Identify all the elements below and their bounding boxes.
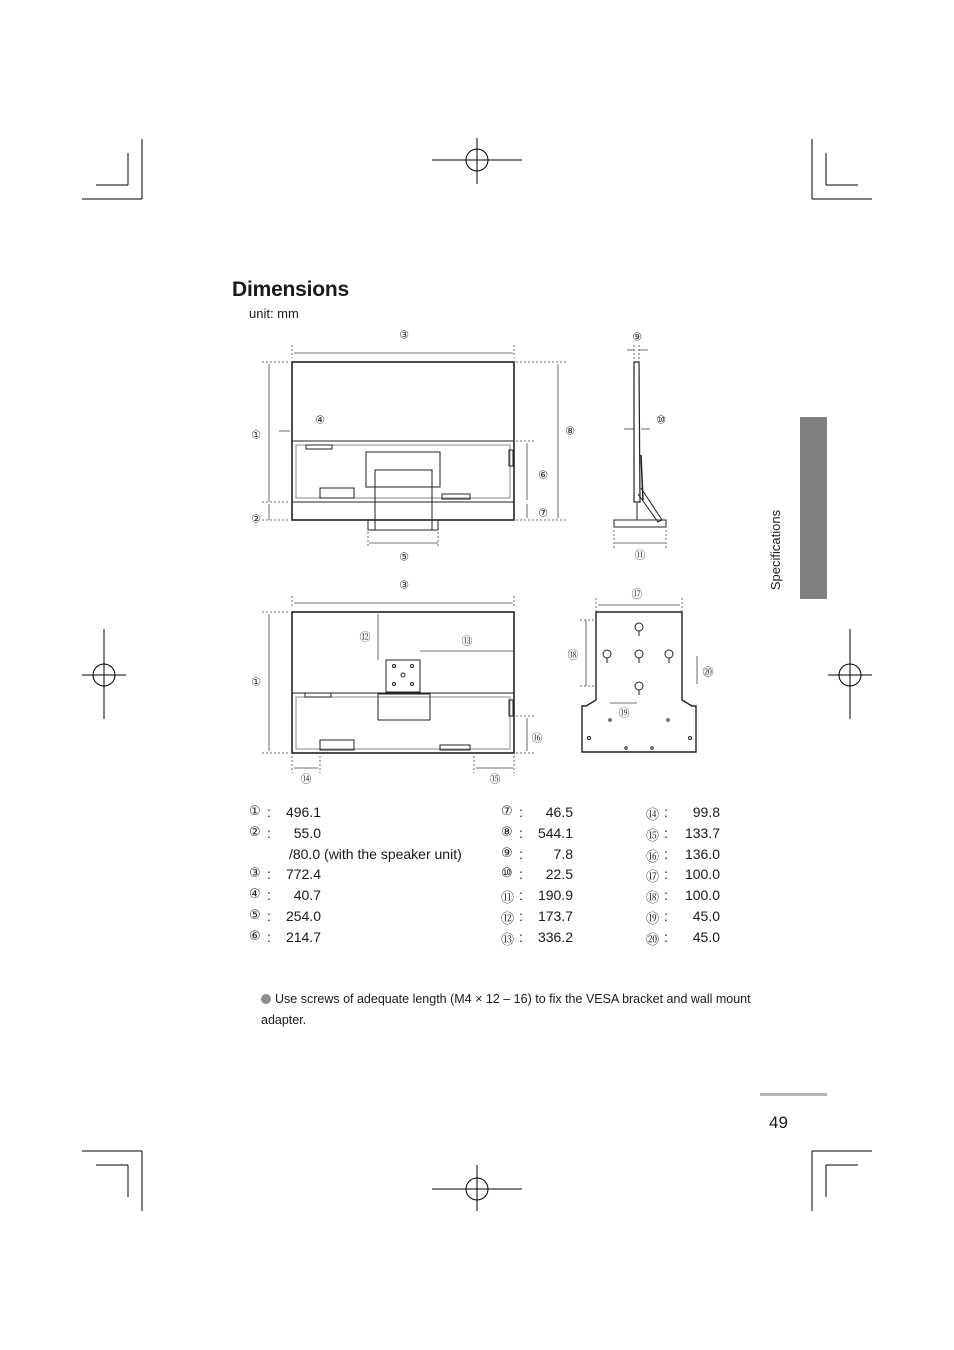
spec-row: ⑫ : 173.7 xyxy=(501,907,573,927)
screw-note-text: Use screws of adequate length (M4 × 12 – 16) to fix the VESA bracket and wall mount adapter. xyxy=(261,992,751,1027)
callout-1-top: ① xyxy=(251,428,261,442)
spec-row: ⑳ : 45.0 xyxy=(646,928,720,948)
spec-column-2 xyxy=(501,804,601,950)
spec-value: 133.7 xyxy=(684,824,720,841)
callout-7: ⑦ xyxy=(538,506,548,520)
callout-5: ⑤ xyxy=(399,550,409,564)
screw-note xyxy=(261,989,761,1031)
callout-1-bottom: ① xyxy=(251,675,261,689)
spec-key: ⑪ xyxy=(501,891,515,907)
spec-key: ⑤ xyxy=(249,907,261,923)
unit-label: unit: mm xyxy=(249,306,299,321)
callout-15: ⑮ xyxy=(489,772,501,786)
spec-key: ⑰ xyxy=(646,870,660,886)
page-number-rule xyxy=(760,1093,827,1096)
spec-key: ⑭ xyxy=(646,808,660,823)
callout-8: ⑧ xyxy=(565,424,575,438)
callout-6: ⑥ xyxy=(538,468,548,482)
spec-value: 55.0 xyxy=(293,824,321,841)
spec-key: ⑱ xyxy=(646,891,660,907)
spec-row: ⑲ : 45.0 xyxy=(646,907,720,927)
spec-value: 214.7 xyxy=(285,928,321,945)
spec-row: ③ : 772.4 xyxy=(249,866,321,883)
callout-16: ⑯ xyxy=(531,731,543,745)
spec-row: ⑪ : 190.9 xyxy=(501,887,573,907)
spec-row: ⑩ : 22.5 xyxy=(501,866,573,883)
spec-value: 496.1 xyxy=(285,804,321,820)
spec-row: ⑨ : 7.8 xyxy=(501,845,573,862)
rear-view-without-stand xyxy=(292,612,514,753)
spec-key: ⑦ xyxy=(501,804,513,819)
bullet-icon xyxy=(261,994,271,1004)
spec-row: ② : 55.0 xyxy=(249,824,321,841)
callout-18: ⑱ xyxy=(567,648,579,662)
spec-key: ⑯ xyxy=(646,849,660,865)
callout-12: ⑫ xyxy=(359,630,371,644)
spec-value: 40.7 xyxy=(293,887,321,904)
page-number: 49 xyxy=(769,1113,788,1132)
spec-value: 7.8 xyxy=(553,845,573,862)
spec-value: 136.0 xyxy=(684,845,720,862)
spec-value: 254.0 xyxy=(285,907,321,924)
spec-value: 99.8 xyxy=(692,804,720,820)
wall-mount-adapter xyxy=(582,612,696,752)
spec-value: 772.4 xyxy=(285,866,321,883)
spec-row: ⑱ : 100.0 xyxy=(646,887,720,907)
spec-value: 100.0 xyxy=(684,866,720,883)
spec-value: 336.2 xyxy=(537,928,573,945)
spec-key: ⑳ xyxy=(646,932,660,948)
spec-key: ⑮ xyxy=(646,828,660,844)
spec-key: ⑲ xyxy=(646,911,660,927)
spec-key: ② xyxy=(249,824,261,840)
spec-row: ⑰ : 100.0 xyxy=(646,866,720,886)
callout-17: ⑰ xyxy=(631,587,643,601)
spec-key: ⑥ xyxy=(249,928,261,944)
callout-10: ⑩ xyxy=(656,413,666,427)
callout-11: ⑪ xyxy=(634,548,646,562)
spec-row: ⑧ : 544.1 xyxy=(501,824,573,841)
spec-key: ⑧ xyxy=(501,824,513,840)
spec-row: ⑤ : 254.0 xyxy=(249,907,321,924)
spec-key: ① xyxy=(249,804,261,819)
spec-row: ⑥ : 214.7 xyxy=(249,928,321,945)
spec-row: ⑦ : 46.5 xyxy=(501,804,573,820)
rear-view-with-stand xyxy=(292,362,514,530)
spec-key: ⑨ xyxy=(501,845,513,861)
callout-4: ④ xyxy=(315,413,325,427)
spec-key: ④ xyxy=(249,887,261,903)
callout-2: ② xyxy=(251,512,261,526)
spec-value: 190.9 xyxy=(537,887,573,904)
spec-key: ⑬ xyxy=(501,932,515,948)
spec-column-3 xyxy=(646,804,726,950)
spec-row: ① : 496.1 xyxy=(249,804,321,820)
side-view xyxy=(614,362,666,527)
spec-row xyxy=(249,846,489,867)
spec-row: ⑭ : 99.8 xyxy=(646,804,720,823)
spec-row: ⑬ : 336.2 xyxy=(501,928,573,948)
callout-14: ⑭ xyxy=(300,772,312,786)
spec-value: 22.5 xyxy=(545,866,573,883)
spec-value: 100.0 xyxy=(684,887,720,904)
spec-value: 46.5 xyxy=(545,804,573,820)
spec-row: ⑯ : 136.0 xyxy=(646,845,720,865)
spec-note: /80.0 (with the speaker unit) xyxy=(289,845,462,862)
spec-key: ③ xyxy=(249,866,261,882)
spec-value: 544.1 xyxy=(537,824,573,841)
spec-value: 173.7 xyxy=(537,907,573,924)
page-title: Dimensions xyxy=(232,278,350,301)
callout-13: ⑬ xyxy=(461,634,473,648)
spec-value: 45.0 xyxy=(692,907,720,924)
section-tab xyxy=(800,417,827,599)
spec-column-1 xyxy=(249,804,489,950)
spec-key: ⑫ xyxy=(501,911,515,927)
section-label: Specifications xyxy=(768,509,783,591)
spec-row: ④ : 40.7 xyxy=(249,887,321,904)
callout-3-top: ③ xyxy=(399,328,409,342)
callout-19: ⑲ xyxy=(618,706,630,720)
spec-key: ⑩ xyxy=(501,866,513,882)
callout-3-bottom: ③ xyxy=(399,578,409,592)
spec-value: 45.0 xyxy=(692,928,720,945)
spec-row: ⑮ : 133.7 xyxy=(646,824,720,844)
callout-9: ⑨ xyxy=(632,330,642,344)
callout-20: ⑳ xyxy=(702,665,714,679)
